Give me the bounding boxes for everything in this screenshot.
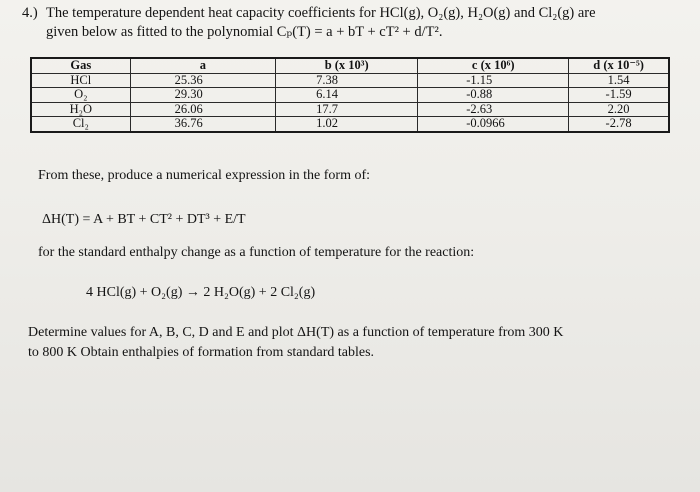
header-d: d (x 10⁻⁵) (569, 58, 669, 73)
instruction-produce: From these, produce a numerical expression in the form of: (38, 168, 371, 183)
header-b: b (x 10³) (276, 58, 418, 73)
determine-paragraph (28, 323, 563, 363)
header-a: a (130, 58, 276, 73)
instruction-for-the: for the standard enthalpy change as a function of temperature for the reaction: (38, 245, 475, 260)
cell-a: 25.36 (130, 73, 276, 88)
table-row-h2o (31, 102, 669, 117)
cell-c: -2.63 (418, 102, 569, 117)
cell-d: 2.20 (569, 102, 669, 117)
enthalpy-expression: ΔH(T) = A + BT + CT² + DT³ + E/T (42, 212, 246, 227)
header-c: c (x 10⁶) (418, 58, 569, 73)
question-header (22, 4, 682, 42)
cell-a: 29.30 (130, 88, 276, 103)
table-row-o2 (31, 88, 669, 103)
cell-b: 1.02 (276, 117, 418, 132)
cell-a: 36.76 (130, 117, 276, 132)
cell-gas: O₂ (31, 88, 130, 103)
question-text-line-2: given below as fitted to the polynomial Cₚ(T) = a + bT + cT² + d/T². (46, 24, 443, 40)
question-line-1 (22, 4, 682, 23)
question-number: 4.) (22, 5, 38, 21)
table-header-row (31, 58, 669, 73)
cell-gas: Cl₂ (31, 117, 130, 132)
question-text-line-1: The temperature dependent heat capacity coefficients for HCl(g), O₂(g), H₂O(g) and Cl₂(g) are (46, 5, 596, 21)
table-row-hcl (31, 73, 669, 88)
cell-b: 17.7 (276, 102, 418, 117)
reaction-equation: 4 HCl(g) + O₂(g) → 2 H₂O(g) + 2 Cl₂(g) (86, 285, 316, 300)
cell-b: 7.38 (276, 73, 418, 88)
cell-c: -0.88 (418, 88, 569, 103)
cell-d: -2.78 (569, 117, 669, 132)
cell-c: -1.15 (418, 73, 569, 88)
cell-d: -1.59 (569, 88, 669, 103)
cell-gas: H₂O (31, 102, 130, 117)
cell-c: -0.0966 (418, 117, 569, 132)
coefficient-table (30, 57, 670, 133)
table-row-cl2 (31, 117, 669, 132)
cell-gas: HCl (31, 73, 130, 88)
determine-line-2: to 800 K Obtain enthalpies of formation from standard tables. (28, 345, 375, 360)
cell-a: 26.06 (130, 102, 276, 117)
cell-b: 6.14 (276, 88, 418, 103)
determine-line-1: Determine values for A, B, C, D and E and plot ΔH(T) as a function of temperature from 300 K (28, 325, 564, 340)
header-gas: Gas (31, 58, 130, 73)
cell-d: 1.54 (569, 73, 669, 88)
